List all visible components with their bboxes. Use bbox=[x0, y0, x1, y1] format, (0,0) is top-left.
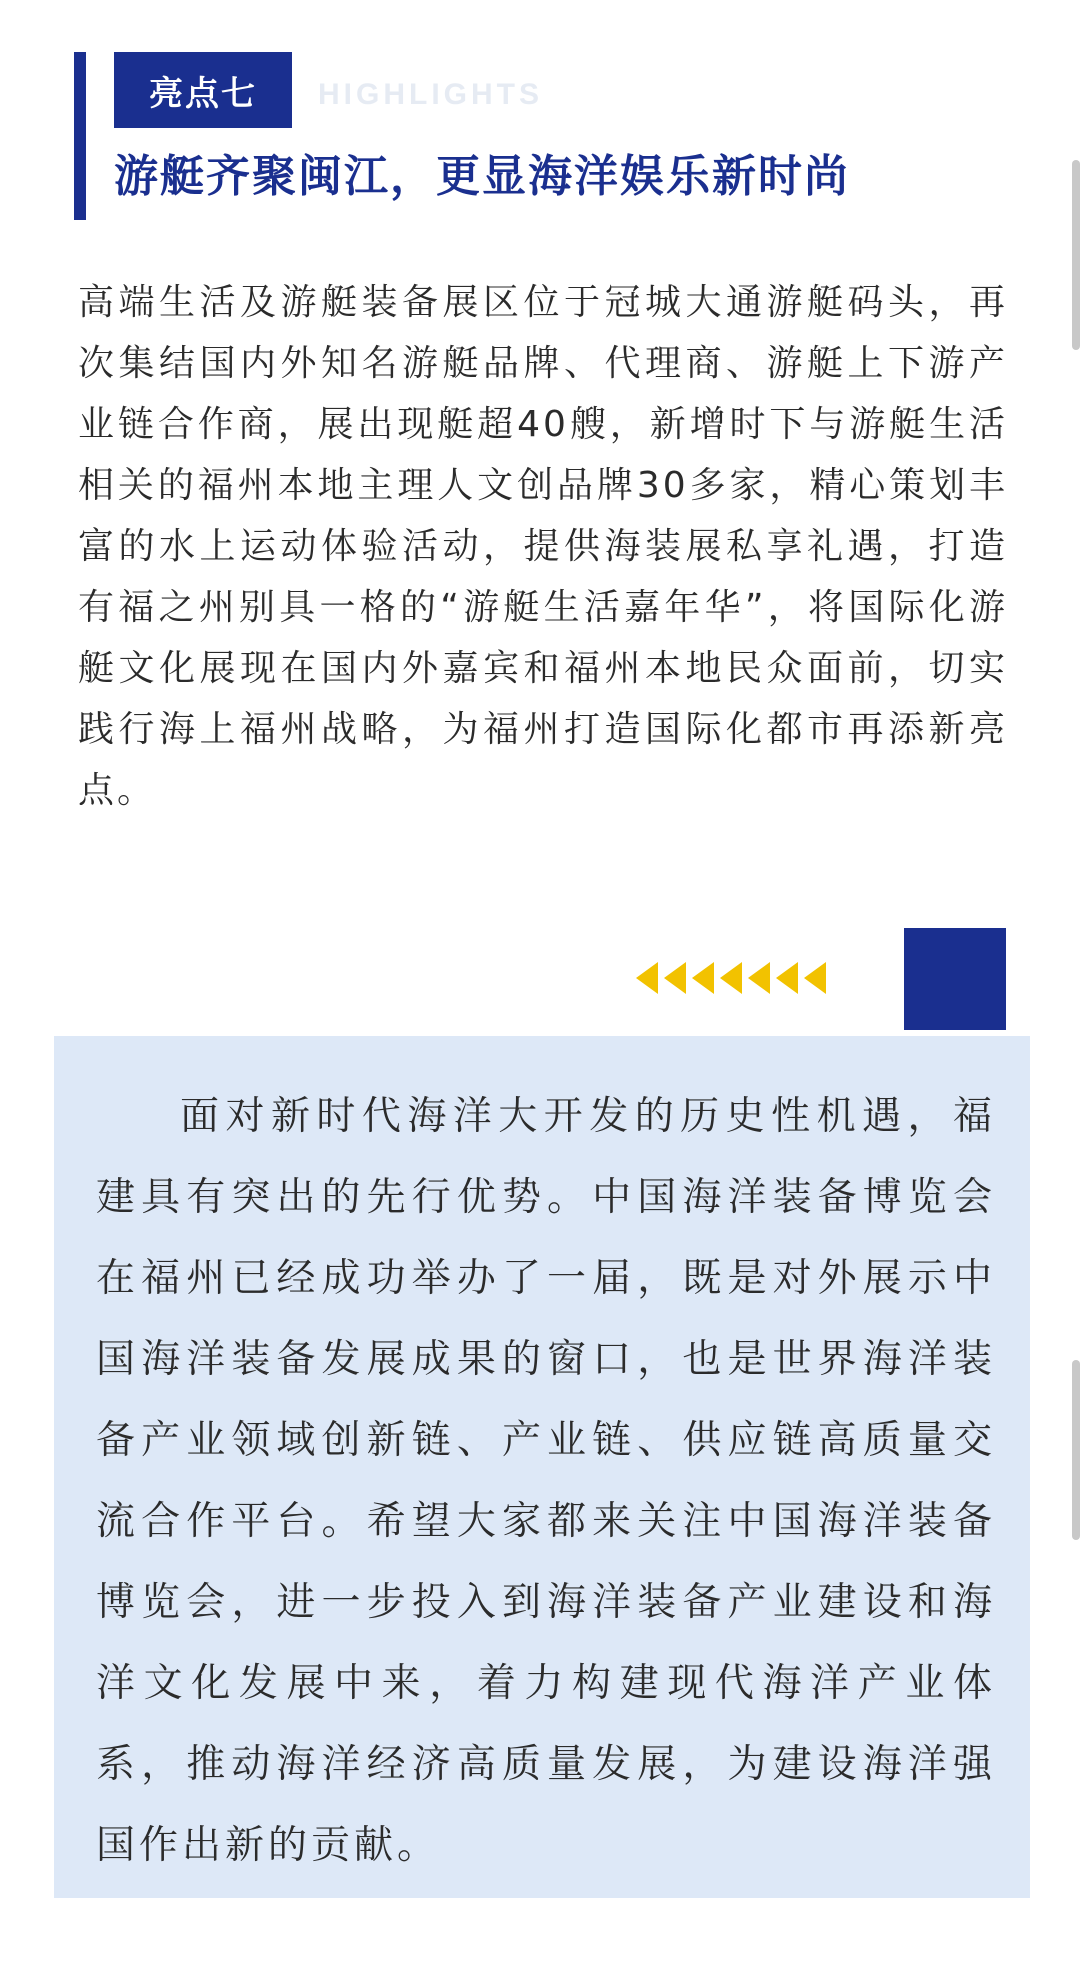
body-paragraph: 高端生活及游艇装备展区位于冠城大通游艇码头，再次集结国内外知名游艇品牌、代理商、游艇上下游产业链合作商，展出现艇超40艘，新增时下与游艇生活相关的福州本地主理人文创品牌30多家，精心策划丰富的水上运动体验活动，提供海装展私享礼遇，打造有福之州别具一格的“游艇生活嘉年华”，将国际化游艇文化展现在国内外嘉宾和福州本地民众面前，切实践行海上福州战略，为福州打造国际化都市再添新亮点。 bbox=[78, 282, 1008, 811]
section-accent-bar bbox=[74, 52, 86, 220]
triangle-left-icon bbox=[664, 962, 686, 994]
arrow-decoration bbox=[636, 962, 826, 994]
triangle-left-icon bbox=[692, 962, 714, 994]
decorative-square bbox=[904, 928, 1006, 1030]
highlight-badge: 亮点七 bbox=[114, 52, 292, 128]
scrollbar-thumb[interactable] bbox=[1072, 160, 1080, 350]
section-headline: 游艇齐聚闽江，更显海洋娱乐新时尚 bbox=[114, 151, 850, 202]
scrollbar-thumb-secondary[interactable] bbox=[1072, 1360, 1080, 1540]
highlights-watermark: HIGHLIGHTS bbox=[318, 78, 543, 111]
triangle-left-icon bbox=[636, 962, 658, 994]
quote-box bbox=[54, 1036, 1030, 1898]
triangle-left-icon bbox=[804, 962, 826, 994]
triangle-left-icon bbox=[776, 962, 798, 994]
quote-paragraph: 面对新时代海洋大开发的历史性机遇，福建具有突出的先行优势。中国海洋装备博览会在福州已经成功举办了一届，既是对外展示中国海洋装备发展成果的窗口，也是世界海洋装备产业领域创新链、产业链、供应链高质量交流合作平台。希望大家都来关注中国海洋装备博览会，进一步投入到海洋装备产业建设和海洋文化发展中来，着力构建现代海洋产业体系，推动海洋经济高质量发展，为建设海洋强国作出新的贡献。 bbox=[96, 1094, 996, 1868]
triangle-left-icon bbox=[720, 962, 742, 994]
triangle-left-icon bbox=[748, 962, 770, 994]
